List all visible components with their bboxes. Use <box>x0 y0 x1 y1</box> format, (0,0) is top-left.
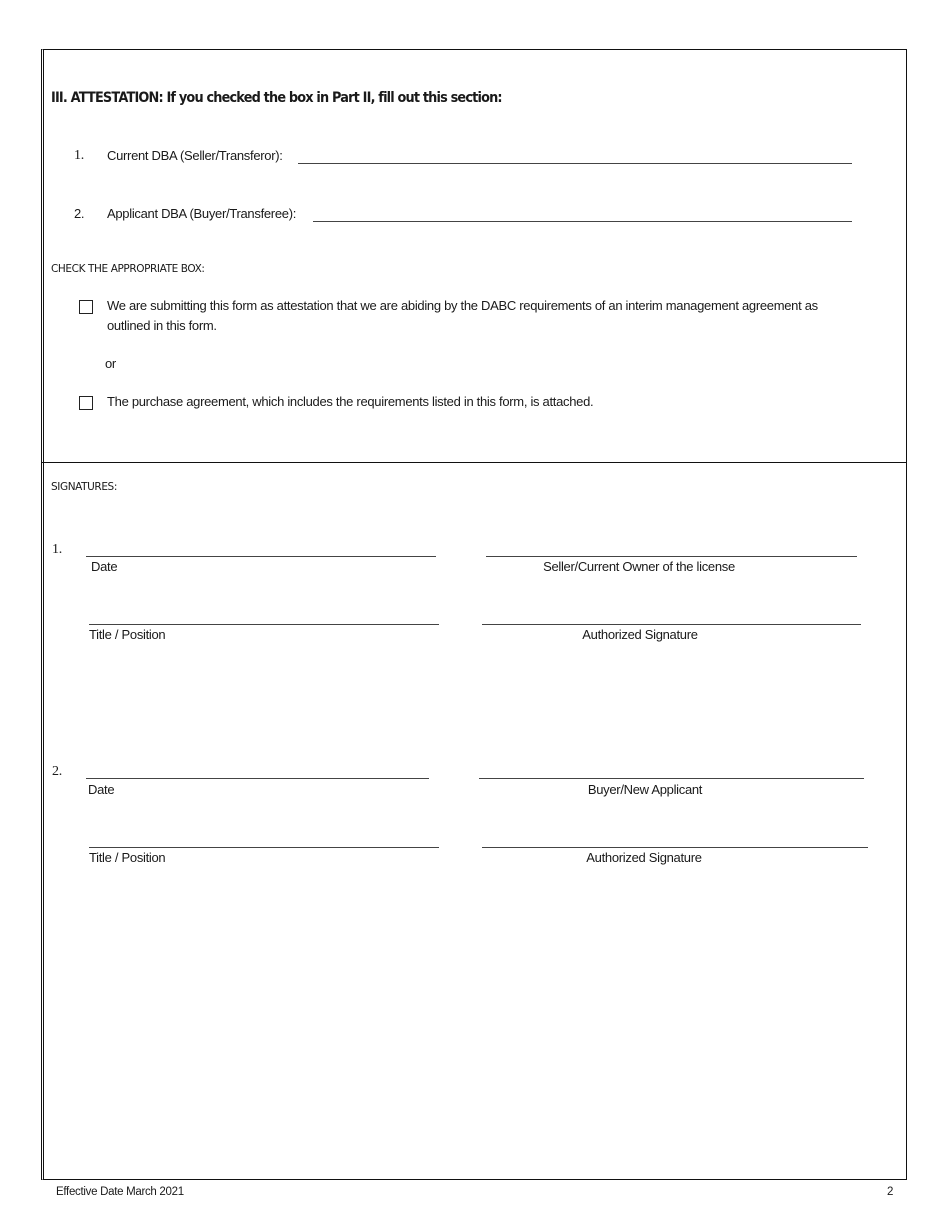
purchase-agreement-checkbox[interactable] <box>79 396 93 410</box>
current-dba-field[interactable] <box>298 163 852 164</box>
buyer-title-label: Title / Position <box>89 850 166 865</box>
page-number: 2 <box>887 1186 894 1198</box>
signature-block-number: 2. <box>52 764 62 779</box>
buyer-signature-line[interactable] <box>479 778 864 779</box>
seller-date-line[interactable] <box>86 556 436 557</box>
field-number: 1. <box>74 148 84 163</box>
current-dba-label: Current DBA (Seller/Transferor): <box>107 148 283 163</box>
seller-authorized-signature-line[interactable] <box>482 624 861 625</box>
seller-signature-line[interactable] <box>486 556 857 557</box>
attestation-option-text: We are submitting this form as attestation that we are abiding by the DABC requirements of an interim management agreement as <box>107 298 818 313</box>
purchase-agreement-option-text: The purchase agreement, which includes the requirements listed in this form, is attached. <box>107 394 594 409</box>
applicant-dba-label: Applicant DBA (Buyer/Transferee): <box>107 206 297 221</box>
buyer-title-line[interactable] <box>89 847 439 848</box>
seller-party-label: Seller/Current Owner of the license <box>543 559 735 574</box>
signature-block-number: 1. <box>52 542 62 557</box>
effective-date: Effective Date March 2021 <box>56 1186 184 1198</box>
seller-title-label: Title / Position <box>89 627 166 642</box>
buyer-party-label: Buyer/New Applicant <box>587 782 703 797</box>
field-number: 2. <box>74 206 85 221</box>
signatures-heading: SIGNATURES: <box>51 481 117 493</box>
buyer-date-line[interactable] <box>86 778 429 779</box>
section-heading: III. ATTESTATION: If you checked the box in Part II, fill out this section: <box>51 90 502 106</box>
buyer-date-label: Date <box>88 782 115 797</box>
section-divider <box>41 462 907 463</box>
buyer-authorized-signature-label: Authorized Signature <box>586 850 702 865</box>
seller-title-line[interactable] <box>89 624 439 625</box>
seller-date-label: Date <box>91 559 118 574</box>
buyer-authorized-signature-line[interactable] <box>482 847 868 848</box>
attestation-option-text-cont: outlined in this form. <box>107 318 217 333</box>
seller-authorized-signature-label: Authorized Signature <box>582 627 698 642</box>
check-heading: CHECK THE APPROPRIATE BOX: <box>51 263 205 275</box>
or-text: or <box>105 356 116 371</box>
attestation-checkbox[interactable] <box>79 300 93 314</box>
applicant-dba-field[interactable] <box>313 221 852 222</box>
